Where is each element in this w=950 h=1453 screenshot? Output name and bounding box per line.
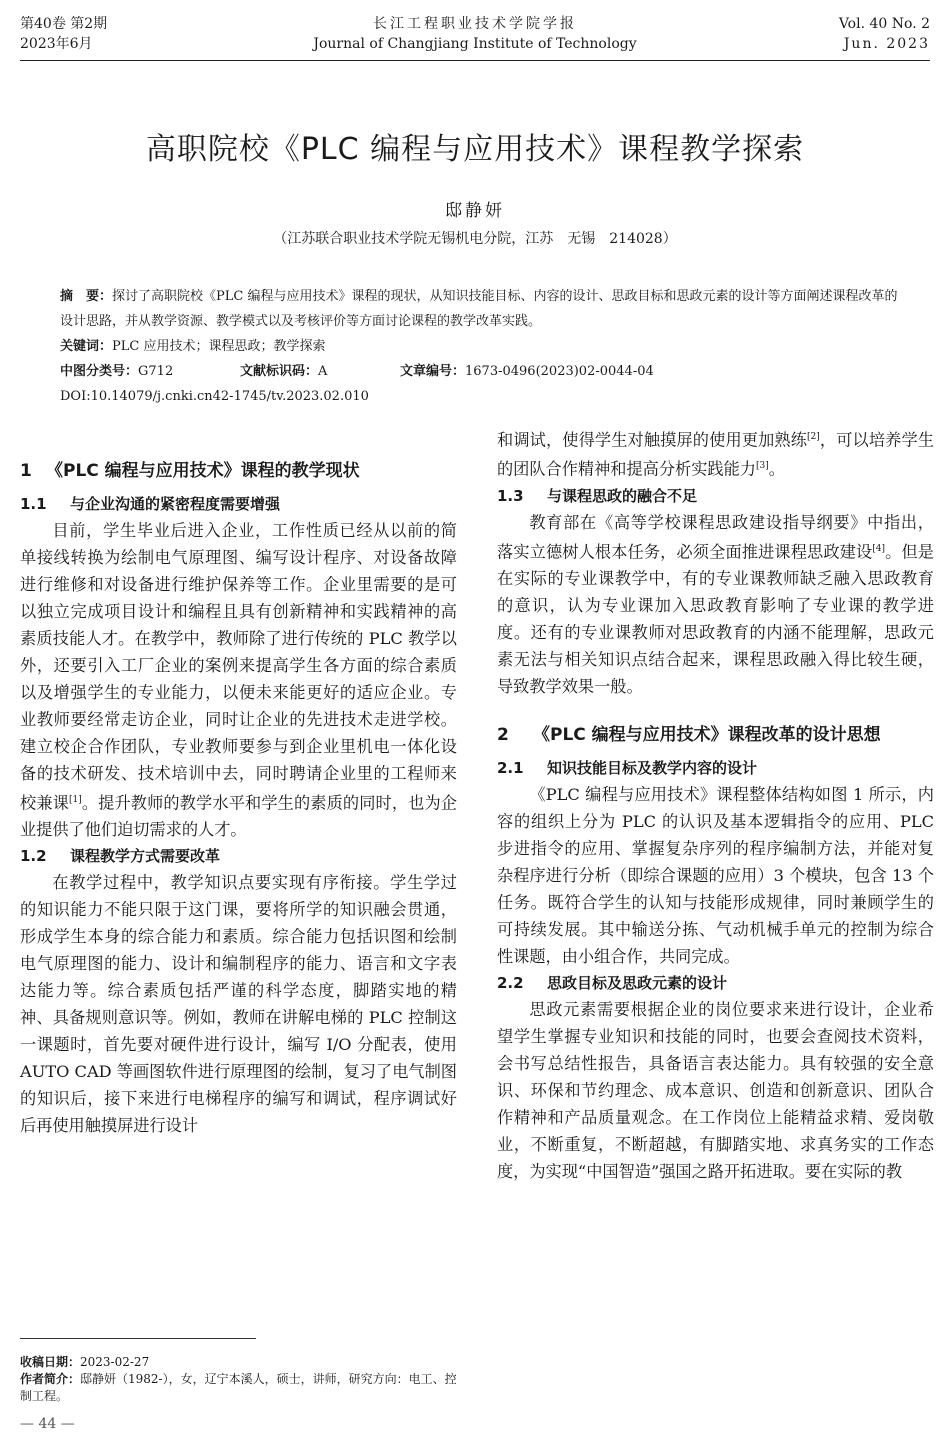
paragraph: 和调试，使得学生对触摸屏的使用更加熟练[2]，可以培养学生的团队合作精神和提高分析实践能力[3]。 <box>497 430 935 479</box>
abstract-block <box>60 284 910 409</box>
abstract <box>60 284 910 334</box>
citation: [2] <box>807 432 820 442</box>
header-rule <box>20 60 930 61</box>
article-number: 文章编号：1673-0496(2023)02-0044-04 <box>400 364 654 379</box>
document-code: 文献标识码：A <box>240 364 328 379</box>
footnote-rule <box>20 1338 256 1339</box>
citation: [4] <box>872 543 886 554</box>
right-column <box>497 424 934 1185</box>
citation: [1] <box>68 795 82 805</box>
header-date-en: Jun. 2023 <box>843 36 930 52</box>
citation: [3] <box>756 461 769 472</box>
author-name: 邸静妍 <box>445 201 505 221</box>
paragraph: 目前，学生毕业后进入企业，工作性质已经从以前的简单接线转换为绘制电气原理图、编写设计程序、对设备故障进行维修和对设备进行维护保养等工作。企业里需要的是可以独立完成项目设计和编程且具有创新精神和实践精神的高素质技能人才。在教学中，教师除了进行传统的 PLC 教学以外，还要引入工厂企业的案例来提高学生各方面的综合素质以及增强学生的专业能力，以便未来能更好的适应企业。专业教师要经常走访企业，同时让企业的先进技术走进学校。建立校企合作团队，专业教师要参与到企业里机电一体化设备的技术研发、技术培训中去，同时聘请企业里的工程师来校兼课[1]。提升教师的教学水平和学生的素质的同时，也为企业提供了他们迫切需求的人才。 <box>20 521 457 840</box>
keywords-label: 关键词： <box>60 339 113 354</box>
section-1-1-heading: 1.1 与企业沟通的紧密程度需要增强 <box>20 495 281 513</box>
header-date: 2023年6月 <box>20 36 93 52</box>
section-1-2-heading: 1.2 课程教学方式需要改革 <box>20 847 221 866</box>
header-center <box>0 14 950 54</box>
journal-name-en: Journal of Changjiang Institute of Technology <box>313 36 637 52</box>
received-date: 收稿日期：2023-02-27 <box>20 1355 150 1369</box>
section-2-heading: 2 《PLC 编程与应用技术》课程改革的设计思想 <box>497 725 881 746</box>
paragraph: 教育部在《高等学校课程思政建设指导纲要》中指出，落实立德树人根本任务，必须全面推进课程思政建设[4]。但是在实际的专业课教学中，有的专业课教师缺乏融入思政教育的意识，认为专业课加入思政教育影响了专业课的教学进度。还有的专业课教师对思政教育的内涵不能理解，思政元素无法与相关知识点结合起来，课程思政融入得比较生硬，导致教学效果一般。 <box>497 512 934 697</box>
header-volume: 第40卷 第2期 <box>20 16 108 32</box>
header-volume-en: Vol. 40 No. 2 <box>838 16 930 32</box>
section-1-3-heading: 1.3 与课程思政的融合不足 <box>497 486 698 505</box>
journal-name-cn: 长江工程职业技术学院学报 <box>373 16 577 32</box>
section-2-1-heading: 2.1 知识技能目标及教学内容的设计 <box>497 759 758 778</box>
classification-line <box>60 359 910 384</box>
keywords <box>60 334 910 359</box>
paper-title: 高职院校《PLC 编程与应用技术》课程教学探索 <box>145 132 805 167</box>
paragraph: 《PLC 编程与应用技术》课程整体结构如图 1 所示，内容的组织上分为 PLC 的认识及基本逻辑指令的应用、PLC 步进指令的应用、掌握复杂序列的程序编制方法，并能对复杂程序进行分析（即综合课题的应用）3 个模块，包含 13 个任务。既符合学生的认知与技能形成规律，同时兼顾学生的可持续发展。其中输送分拣、气动机械手单元的控制为综合性课题，由小组合作，共同完成。 <box>497 785 934 967</box>
keywords-text: PLC 应用技术；课程思政；教学探索 <box>112 339 326 354</box>
footnote <box>20 1354 460 1405</box>
clc-number: 中图分类号：G712 <box>60 364 174 379</box>
left-column <box>20 458 457 1139</box>
paragraph: 在教学过程中，教学知识点要实现有序衔接。学生学过的知识能力不能只限于这门课，要将所学的知识融会贯通，形成学生本身的综合能力和素质。综合能力包括识图和绘制电气原理图的能力、设计和编制程序的能力、语言和文字表达能力等。综合素质包括严谨的科学态度，脚踏实地的精神、具备规则意识等。例如，教师在讲解电梯的 PLC 控制这一课题时，首先要对硬件进行设计，编写 I/O 分配表，使用 AUTO CAD 等画图软件进行原理图的绘制，复习了电气制图的知识后，接下来进行电梯程序的编写和调试，程序调试好后再使用触摸屏进行设计 <box>20 873 457 1136</box>
author-bio: 作者简介：邸静妍（1982-），女，辽宁本溪人，硕士，讲师，研究方向：电工、控制工程。 <box>20 1372 457 1403</box>
abstract-label: 摘 要： <box>60 289 113 304</box>
abstract-text: 探讨了高职院校《PLC 编程与应用技术》课程的现状，从知识技能目标、内容的设计、思政目标和思政元素的设计等方面阐述课程改革的设计思路，并从教学资源、教学模式以及考核评价等方面讨论课程的教学改革实践。 <box>60 289 898 329</box>
author-affiliation: （江苏联合职业技术学院无锡机电分院，江苏 无锡 214028） <box>273 231 677 247</box>
section-2-2-heading: 2.2 思政目标及思政元素的设计 <box>497 974 728 993</box>
doi: DOI:10.14079/j.cnki.cn42-1745/tv.2023.02.010 <box>60 389 369 404</box>
header-right <box>839 14 930 54</box>
page-number: — 44 — <box>20 1416 75 1432</box>
section-1-heading: 1 《PLC 编程与应用技术》课程的教学现状 <box>20 461 360 481</box>
paragraph: 思政元素需要根据企业的岗位要求来进行设计，企业希望学生掌握专业知识和技能的同时，也要会查阅技术资料，会书写总结性报告，具备语言表达能力。具有较强的安全意识、环保和节约理念、成本意识、创造和创新意识、团队合作精神和产品质量观念。在工作岗位上能精益求精、爱岗敬业，不断重复，不断超越，有脚踏实地、求真务实的工作态度，为实现“中国智造”强国之路开拓进取。要在实际的教 <box>497 1000 934 1182</box>
